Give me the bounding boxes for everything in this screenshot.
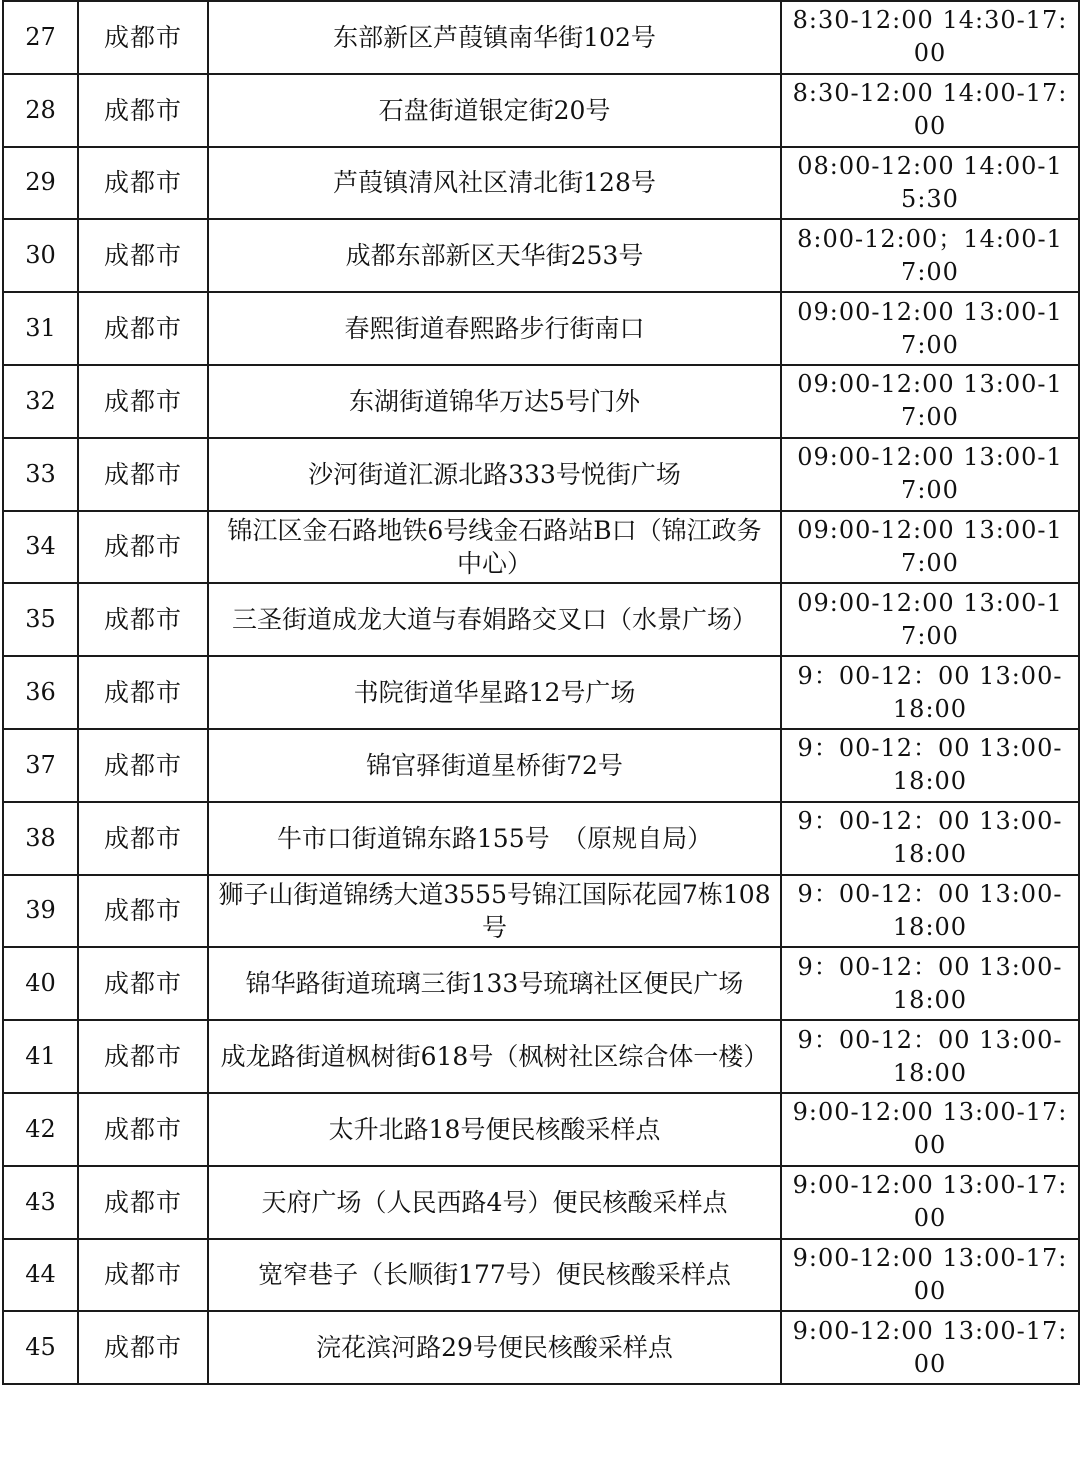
hours-cell: 9：00-12：00 13:00-18:00 xyxy=(781,802,1079,875)
table-row xyxy=(3,1239,1079,1312)
city-cell: 成都市 xyxy=(78,1239,208,1312)
address-cell: 锦华路街道琉璃三街133号琉璃社区便民广场 xyxy=(208,947,781,1020)
row-number: 45 xyxy=(3,1311,78,1384)
address-cell: 成龙路街道枫树街618号（枫树社区综合体一楼） xyxy=(208,1020,781,1093)
hours-cell: 9:00-12:00 13:00-17:00 xyxy=(781,1239,1079,1312)
city-cell: 成都市 xyxy=(78,1311,208,1384)
table-row xyxy=(3,365,1079,438)
hours-cell: 8:00-12:00；14:00-17:00 xyxy=(781,219,1079,292)
city-cell: 成都市 xyxy=(78,656,208,729)
hours-cell: 8:30-12:00 14:30-17:00 xyxy=(781,1,1079,74)
hours-cell: 09:00-12:00 13:00-17:00 xyxy=(781,583,1079,656)
address-cell: 狮子山街道锦绣大道3555号锦江国际花园7栋108号 xyxy=(208,875,781,948)
table-row xyxy=(3,219,1079,292)
row-number: 27 xyxy=(3,1,78,74)
address-cell: 三圣街道成龙大道与春娟路交叉口（水景广场） xyxy=(208,583,781,656)
hours-cell: 9：00-12：00 13:00-18:00 xyxy=(781,656,1079,729)
table-row xyxy=(3,583,1079,656)
hours-cell: 09:00-12:00 13:00-17:00 xyxy=(781,292,1079,365)
row-number: 38 xyxy=(3,802,78,875)
hours-cell: 9:00-12:00 13:00-17:00 xyxy=(781,1311,1079,1384)
city-cell: 成都市 xyxy=(78,74,208,147)
address-cell: 锦江区金石路地铁6号线金石路站B口（锦江政务中心） xyxy=(208,511,781,584)
hours-cell: 9:00-12:00 13:00-17:00 xyxy=(781,1093,1079,1166)
city-cell: 成都市 xyxy=(78,947,208,1020)
row-number: 28 xyxy=(3,74,78,147)
hours-cell: 09:00-12:00 13:00-17:00 xyxy=(781,365,1079,438)
table-row xyxy=(3,947,1079,1020)
table-row xyxy=(3,292,1079,365)
table-row xyxy=(3,511,1079,584)
address-cell: 芦葭镇清风社区清北街128号 xyxy=(208,147,781,220)
city-cell: 成都市 xyxy=(78,1166,208,1239)
testing-sites-table xyxy=(2,0,1080,1385)
table-row xyxy=(3,656,1079,729)
row-number: 30 xyxy=(3,219,78,292)
address-cell: 东部新区芦葭镇南华街102号 xyxy=(208,1,781,74)
address-cell: 太升北路18号便民核酸采样点 xyxy=(208,1093,781,1166)
hours-cell: 9：00-12：00 13:00-18:00 xyxy=(781,947,1079,1020)
row-number: 37 xyxy=(3,729,78,802)
city-cell: 成都市 xyxy=(78,1093,208,1166)
city-cell: 成都市 xyxy=(78,802,208,875)
table-row xyxy=(3,147,1079,220)
address-cell: 牛市口街道锦东路155号 （原规自局） xyxy=(208,802,781,875)
table-row xyxy=(3,1166,1079,1239)
address-cell: 石盘街道银定街20号 xyxy=(208,74,781,147)
city-cell: 成都市 xyxy=(78,583,208,656)
city-cell: 成都市 xyxy=(78,875,208,948)
table-row xyxy=(3,1,1079,74)
hours-cell: 09:00-12:00 13:00-17:00 xyxy=(781,438,1079,511)
row-number: 36 xyxy=(3,656,78,729)
hours-cell: 9:00-12:00 13:00-17:00 xyxy=(781,1166,1079,1239)
row-number: 39 xyxy=(3,875,78,948)
table-row xyxy=(3,1093,1079,1166)
address-cell: 天府广场（人民西路4号）便民核酸采样点 xyxy=(208,1166,781,1239)
row-number: 33 xyxy=(3,438,78,511)
hours-cell: 9：00-12：00 13:00-18:00 xyxy=(781,729,1079,802)
city-cell: 成都市 xyxy=(78,365,208,438)
city-cell: 成都市 xyxy=(78,292,208,365)
row-number: 44 xyxy=(3,1239,78,1312)
row-number: 31 xyxy=(3,292,78,365)
row-number: 43 xyxy=(3,1166,78,1239)
row-number: 40 xyxy=(3,947,78,1020)
address-cell: 成都东部新区天华街253号 xyxy=(208,219,781,292)
hours-cell: 9：00-12：00 13:00-18:00 xyxy=(781,1020,1079,1093)
row-number: 32 xyxy=(3,365,78,438)
city-cell: 成都市 xyxy=(78,1,208,74)
table-row xyxy=(3,438,1079,511)
address-cell: 锦官驿街道星桥街72号 xyxy=(208,729,781,802)
address-cell: 书院街道华星路12号广场 xyxy=(208,656,781,729)
city-cell: 成都市 xyxy=(78,147,208,220)
row-number: 41 xyxy=(3,1020,78,1093)
city-cell: 成都市 xyxy=(78,729,208,802)
table-body xyxy=(3,1,1079,1384)
city-cell: 成都市 xyxy=(78,219,208,292)
table-row xyxy=(3,802,1079,875)
row-number: 35 xyxy=(3,583,78,656)
hours-cell: 08:00-12:00 14:00-15:30 xyxy=(781,147,1079,220)
table-row xyxy=(3,1020,1079,1093)
address-cell: 东湖街道锦华万达5号门外 xyxy=(208,365,781,438)
table-row xyxy=(3,875,1079,948)
city-cell: 成都市 xyxy=(78,1020,208,1093)
row-number: 29 xyxy=(3,147,78,220)
row-number: 34 xyxy=(3,511,78,584)
address-cell: 浣花滨河路29号便民核酸采样点 xyxy=(208,1311,781,1384)
city-cell: 成都市 xyxy=(78,511,208,584)
table-row xyxy=(3,74,1079,147)
table-row xyxy=(3,729,1079,802)
address-cell: 宽窄巷子（长顺街177号）便民核酸采样点 xyxy=(208,1239,781,1312)
hours-cell: 09:00-12:00 13:00-17:00 xyxy=(781,511,1079,584)
address-cell: 沙河街道汇源北路333号悦街广场 xyxy=(208,438,781,511)
row-number: 42 xyxy=(3,1093,78,1166)
city-cell: 成都市 xyxy=(78,438,208,511)
hours-cell: 9：00-12：00 13:00-18:00 xyxy=(781,875,1079,948)
table-row xyxy=(3,1311,1079,1384)
hours-cell: 8:30-12:00 14:00-17:00 xyxy=(781,74,1079,147)
address-cell: 春熙街道春熙路步行街南口 xyxy=(208,292,781,365)
